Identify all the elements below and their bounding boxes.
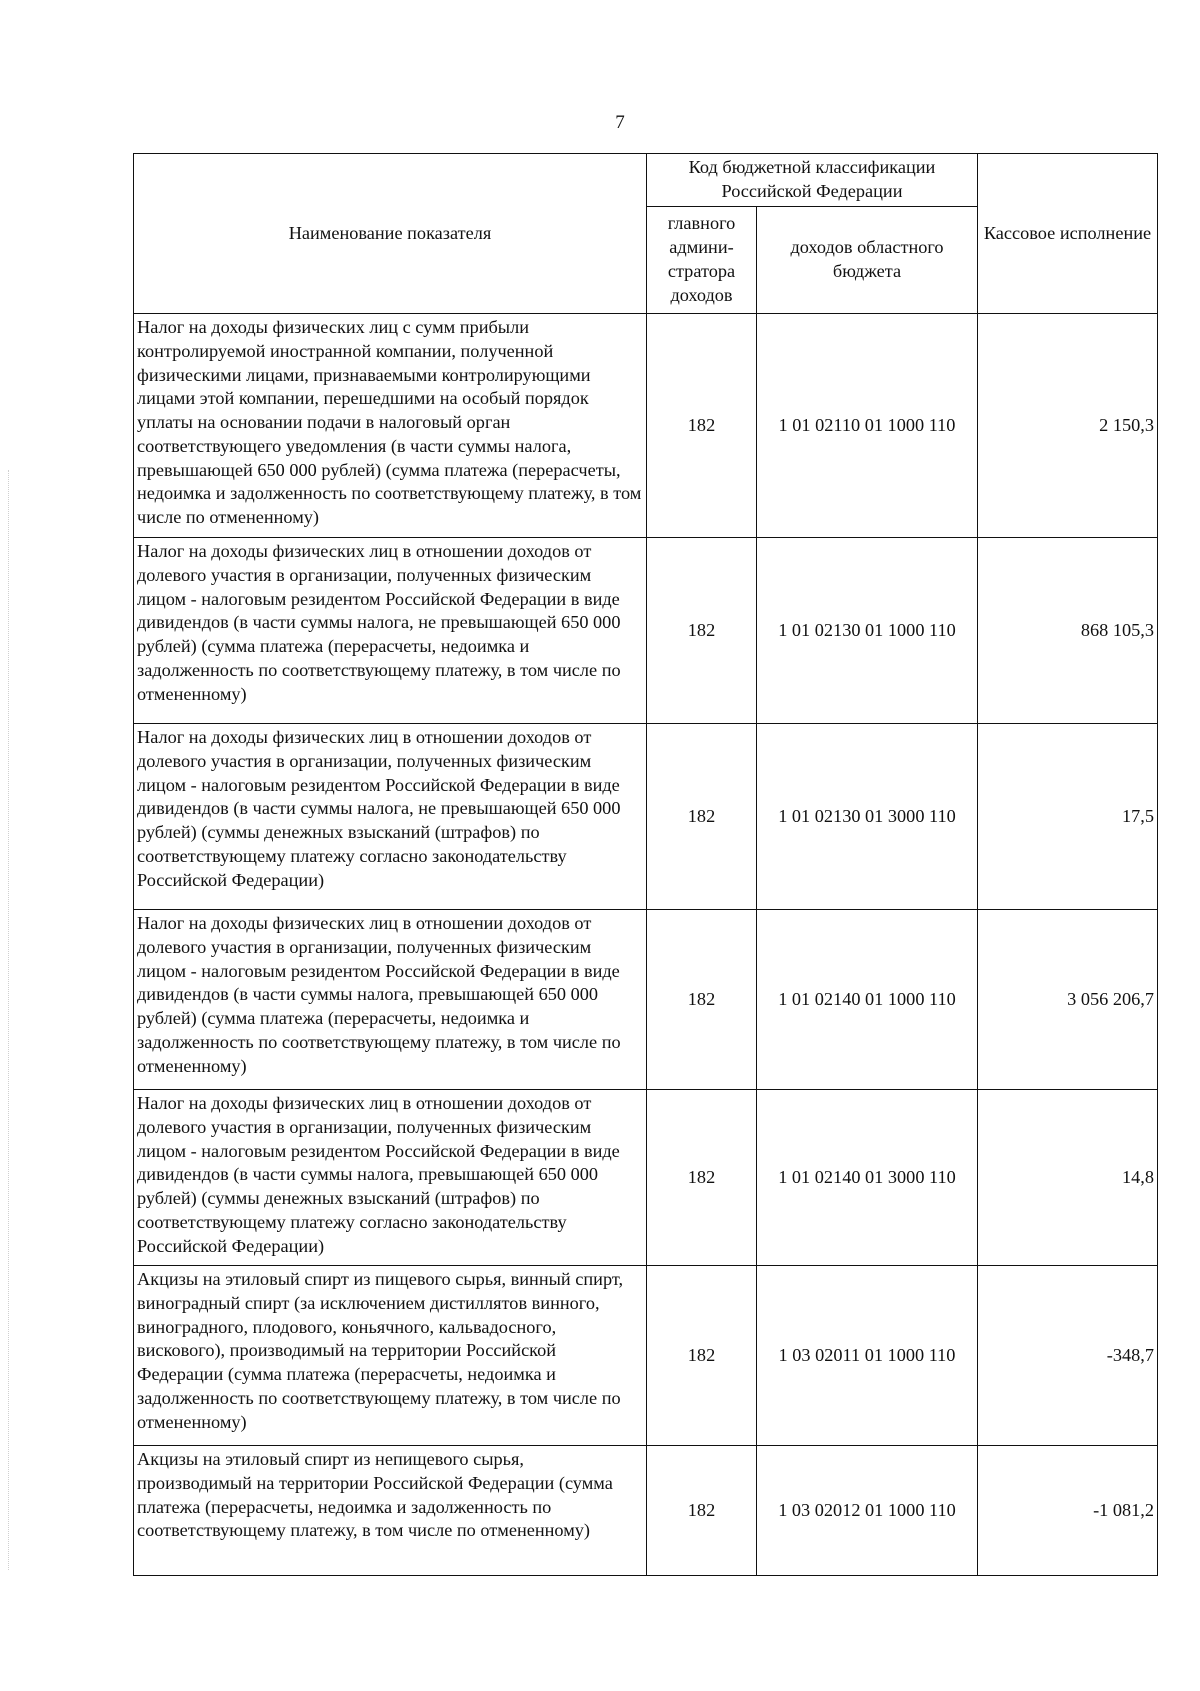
table-row (134, 1090, 1158, 1266)
row-name-cell: Налог на доходы физических лиц в отношении доходов от долевого участия в организации, полученных физическим лицом - налоговым резидентом Российской Федерации в виде дивидендов (в части суммы налога, превышающей 650 000 рублей) (сумма платежа (перерасчеты, недоимка и задолженность по соответствующему платежу, в том числе по отмененному) (134, 910, 647, 1090)
row-name-cell: Акцизы на этиловый спирт из пищевого сырья, винный спирт, виноградный спирт (за исключением дистиллятов винного, виноградного, плодового, коньячного, кальвадосного, вискового), производимый на территории Российской Федерации (сумма платежа (перерасчеты, недоимка и задолженность по соответствующему платежу, в том числе по отмененному) (134, 1266, 647, 1446)
row-revenue-code-cell: 1 01 02140 01 1000 110 (757, 910, 978, 1090)
row-revenue-code-cell: 1 01 02110 01 1000 110 (757, 314, 978, 538)
budget-revenue-table (133, 153, 1158, 1576)
row-amount-cell: -1 081,2 (978, 1446, 1158, 1576)
header-amount: Кассовое исполнение (978, 154, 1158, 314)
row-admin-code-cell: 182 (647, 724, 757, 910)
row-admin-code-cell: 182 (647, 1446, 757, 1576)
row-name-cell: Налог на доходы физических лиц с сумм прибыли контролируемой иностранной компании, полученной физическими лицами, признаваемыми контролирующими лицами этой компании, перешедшими на особый порядок уплаты на основании подачи в налоговый орган соответствующего уведомления (в части суммы налога, превышающей 650 000 рублей) (сумма платежа (перерасчеты, недоимка и задолженность по соответствующему платежу, в том числе по отмененному) (134, 314, 647, 538)
table-row (134, 724, 1158, 910)
row-revenue-code-cell: 1 03 02011 01 1000 110 (757, 1266, 978, 1446)
row-name-cell: Налог на доходы физических лиц в отношении доходов от долевого участия в организации, полученных физическим лицом - налоговым резидентом Российской Федерации в виде дивидендов (в части суммы налога, не превышающей 650 000 рублей) (сумма платежа (перерасчеты, недоимка и задолженность по соответствующему платежу, в том числе по отмененному) (134, 538, 647, 724)
row-admin-code-cell: 182 (647, 910, 757, 1090)
row-amount-cell: 17,5 (978, 724, 1158, 910)
table-row (134, 1266, 1158, 1446)
scan-margin-line (8, 470, 9, 1570)
table-row (134, 910, 1158, 1090)
row-amount-cell: 868 105,3 (978, 538, 1158, 724)
row-amount-cell: -348,7 (978, 1266, 1158, 1446)
row-amount-cell: 14,8 (978, 1090, 1158, 1266)
page-number: 7 (615, 112, 625, 133)
table-row (134, 1446, 1158, 1576)
table-row (134, 538, 1158, 724)
table-row (134, 314, 1158, 538)
row-amount-cell: 3 056 206,7 (978, 910, 1158, 1090)
row-name-cell: Налог на доходы физических лиц в отношении доходов от долевого участия в организации, полученных физическим лицом - налоговым резидентом Российской Федерации в виде дивидендов (в части суммы налога, не превышающей 650 000 рублей) (суммы денежных взысканий (штрафов) по соответствующему платежу согласно законодательству Российской Федерации) (134, 724, 647, 910)
row-admin-code-cell: 182 (647, 538, 757, 724)
header-code: доходов областного бюджета (757, 207, 978, 314)
table-header-row (134, 154, 1158, 207)
row-revenue-code-cell: 1 03 02012 01 1000 110 (757, 1446, 978, 1576)
header-kbk-group: Код бюджетной классификации Российской Федерации (647, 154, 978, 207)
row-admin-code-cell: 182 (647, 314, 757, 538)
row-name-cell: Акцизы на этиловый спирт из непищевого сырья, производимый на территории Российской Федерации (сумма платежа (перерасчеты, недоимка и задолженность по соответствующему платежу, в том числе по отмененному) (134, 1446, 647, 1576)
row-admin-code-cell: 182 (647, 1090, 757, 1266)
row-name-cell: Налог на доходы физических лиц в отношении доходов от долевого участия в организации, полученных физическим лицом - налоговым резидентом Российской Федерации в виде дивидендов (в части суммы налога, превышающей 650 000 рублей) (суммы денежных взысканий (штрафов) по соответствующему платежу согласно законодательству Российской Федерации) (134, 1090, 647, 1266)
row-revenue-code-cell: 1 01 02130 01 3000 110 (757, 724, 978, 910)
row-amount-cell: 2 150,3 (978, 314, 1158, 538)
row-revenue-code-cell: 1 01 02130 01 1000 110 (757, 538, 978, 724)
header-admin: главного админи-стратора доходов (647, 207, 757, 314)
row-revenue-code-cell: 1 01 02140 01 3000 110 (757, 1090, 978, 1266)
header-name: Наименование показателя (134, 154, 647, 314)
row-admin-code-cell: 182 (647, 1266, 757, 1446)
